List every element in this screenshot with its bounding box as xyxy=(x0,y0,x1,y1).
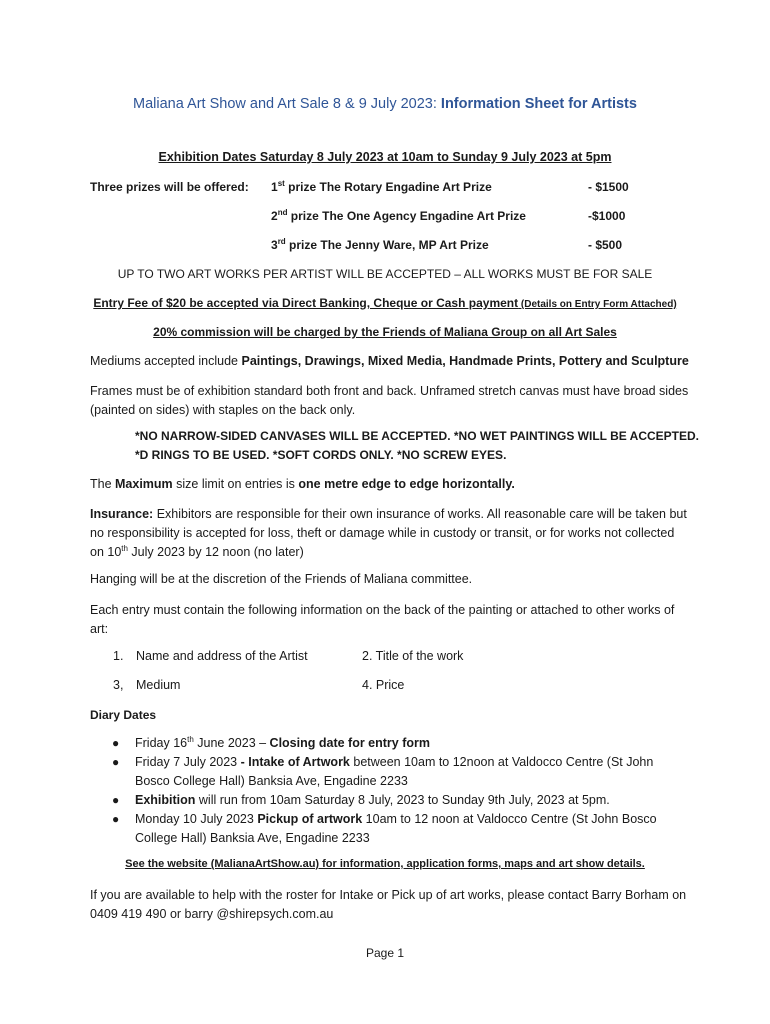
entry-info: Each entry must contain the following information on the back of the painting or attached to other works of art: xyxy=(90,603,675,636)
prize-1-amount: - $1500 xyxy=(588,180,629,194)
page-title xyxy=(0,96,770,112)
entry-list-num-3: 3, xyxy=(113,678,124,692)
prize-1: 1st prize The Rotary Engadine Art Prize xyxy=(271,179,492,194)
prize-2: 2nd prize The One Agency Engadine Art Prize xyxy=(271,208,526,223)
bullet-icon: ● xyxy=(112,755,120,769)
entry-list-item-4: 4. Price xyxy=(362,678,405,692)
frames-requirements: Frames must be of exhibition standard both front and back. Unframed stretch canvas must have broad sides (painted on sides) with staples on the back only. xyxy=(90,384,689,417)
size-limit: The Maximum size limit on entries is one metre edge to edge horizontally. xyxy=(90,477,515,491)
roster-contact: If you are available to help with the roster for Intake or Pick up of art works, please contact Barry Borham on 0409 419 490 or barry @shirepsych.com.au xyxy=(90,888,687,921)
hanging-notice: Hanging will be at the discretion of the Friends of Maliana committee. xyxy=(90,572,473,586)
diary-item-intake: Friday 7 July 2023 - Intake of Artwork between 10am to 12noon at Valdocco Centre (St John Bosco College Hall) Banksia Ave, Engadine 2233 xyxy=(135,755,654,788)
website-link[interactable]: See the website (MalianaArtShow.au) for information, application forms, maps and art show details. xyxy=(125,858,645,870)
prizes-label: Three prizes will be offered: xyxy=(90,180,249,194)
page-number: Page 1 xyxy=(365,946,405,960)
mediums-accepted: Mediums accepted include Paintings, Drawings, Mixed Media, Handmade Prints, Pottery and Sculpture xyxy=(90,354,689,368)
entry-fee: Entry Fee of $20 be accepted via Direct Banking, Cheque or Cash payment (Details on Entry Form Attached) xyxy=(93,296,677,310)
works-limit-notice: UP TO TWO ART WORKS PER ARTIST WILL BE ACCEPTED – ALL WORKS MUST BE FOR SALE xyxy=(117,267,653,281)
entry-list-num-1: 1. xyxy=(113,649,124,663)
restrictions-line-2: *D RINGS TO BE USED. *SOFT CORDS ONLY. *NO SCREW EYES. xyxy=(135,448,507,462)
restrictions-line-1: *NO NARROW-SIDED CANVASES WILL BE ACCEPTED. *NO WET PAINTINGS WILL BE ACCEPTED. xyxy=(135,429,699,443)
diary-item-pickup: Monday 10 July 2023 Pickup of artwork 10am to 12 noon at Valdocco Centre (St John Bosco College Hall) Banksia Ave, Engadine 2233 xyxy=(135,812,657,845)
prize-2-amount: -$1000 xyxy=(588,209,626,223)
diary-item-closing: Friday 16th June 2023 – Closing date for entry form xyxy=(135,734,430,750)
title-bold: Information Sheet for Artists xyxy=(440,96,637,112)
bullet-icon: ● xyxy=(112,793,120,807)
entry-list-item-3: Medium xyxy=(136,678,181,692)
title-plain: Maliana Art Show and Art Sale 8 & 9 July 2023: xyxy=(133,96,441,112)
entry-list-item-1: Name and address of the Artist xyxy=(136,649,308,663)
insurance-paragraph: Insurance: Exhibitors are responsible for their own insurance of works. All reasonable care will be taken but no responsibility is accepted for loss, theft or damage while in custody or transit, or for works not collected on 10th July 2023 by 12 noon (no later) xyxy=(90,507,687,559)
entry-list-item-2: 2. Title of the work xyxy=(362,649,464,663)
prize-3: 3rd prize The Jenny Ware, MP Art Prize xyxy=(271,237,489,252)
exhibition-dates: Exhibition Dates Saturday 8 July 2023 at 10am to Sunday 9 July 2023 at 5pm xyxy=(158,150,612,164)
bullet-icon: ● xyxy=(112,812,120,826)
diary-item-exhibition: Exhibition will run from 10am Saturday 8 July, 2023 to Sunday 9th July, 2023 at 5pm. xyxy=(135,793,610,807)
bullet-icon: ● xyxy=(112,736,120,750)
prize-3-amount: - $500 xyxy=(588,238,623,252)
diary-heading: Diary Dates xyxy=(90,708,157,722)
commission-notice: 20% commission will be charged by the Friends of Maliana Group on all Art Sales xyxy=(153,325,617,339)
